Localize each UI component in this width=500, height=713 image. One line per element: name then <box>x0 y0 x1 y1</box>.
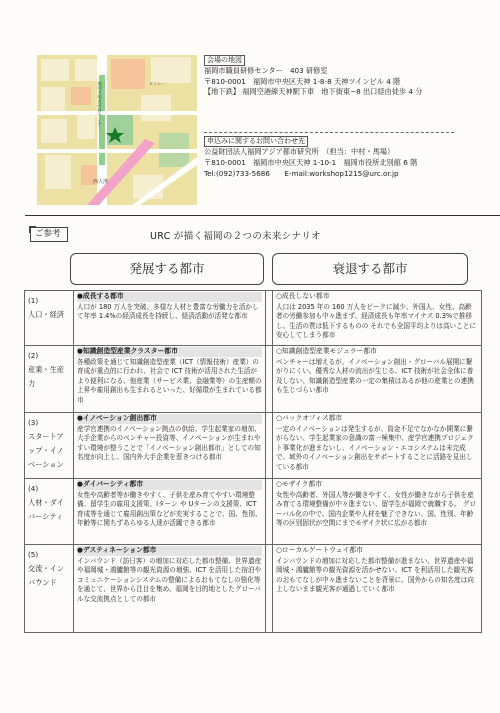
develop-title: ●デスティネーション都市 <box>77 546 262 556</box>
scenario-title: URC が描く福岡の２つの未来シナリオ <box>150 231 321 242</box>
develop-cell <box>74 479 266 545</box>
divider-dashed <box>204 132 454 133</box>
decline-text: 人口は 2035 年の 160 万人をピークに減少、外国人、女性、高齢者の労働参加も中々進まず、経済成長も年率マイナス 0.3%で推移し、生活の質は低下するものの それでも全国平均よりは高いことに安心してしまう都市 <box>276 302 476 340</box>
decline-title: ○成長しない都市 <box>276 292 330 300</box>
develop-cell <box>74 291 266 346</box>
column-gap <box>266 545 273 633</box>
decline-cell <box>273 413 482 479</box>
decline-title: ○バックオフィス都市 <box>276 414 343 422</box>
map-street-label: 西大濱 <box>93 179 109 185</box>
map-graphic <box>37 55 197 205</box>
row-category: (1) 人口・経済 <box>25 291 74 346</box>
column-gap <box>266 346 273 413</box>
decline-title: ○ローカルゲートウェイ都市 <box>276 546 363 554</box>
develop-text: 各種政策を通じて知識創造型産業（ICT（情報技術）産業）の育成が重点的に行われ、社会で ICT 技術が活用された生活がより便利になる、他産業（サービス業、金融業等）の生産額の上昇や雇用創出も生まれるといった、好循環が生まれている都市 <box>77 357 262 404</box>
contact-address: 〒810-0001 福岡市中央区天神 1-10-1 福岡市役所北別館 6 階 <box>204 157 418 167</box>
section-divider <box>25 215 500 216</box>
scenario-table <box>24 290 482 633</box>
contact-label: 申込みに関するお問い合わせ先 <box>204 136 308 147</box>
column-gap <box>266 291 273 346</box>
map-station-label: 福岡市職員研修センター <box>96 81 102 131</box>
venue-subway <box>204 87 474 98</box>
column-gap <box>266 413 273 479</box>
develop-cell <box>74 413 266 479</box>
develop-cell <box>74 545 266 633</box>
row-category: (5) 交流・インバウンド <box>25 545 74 633</box>
table-row <box>25 346 482 413</box>
decline-cell <box>273 545 482 633</box>
row-category: (4) 人材・ダイバーシティ <box>25 479 74 545</box>
row-category: (2) 産業・生産力 <box>25 346 74 413</box>
decline-title: ○知識創造型産業モジュラー都市 <box>276 347 377 355</box>
row-category: (3) スタートアップ・イノベーション <box>25 413 74 479</box>
subway-text: 福岡空港線天神駅下車 地下街東−8 出口経由徒歩 4 分 <box>242 87 423 97</box>
develop-text: 人口が 180 万人を突破、多様な人材と豊富な労働力を活かして年率 1.4%の経済成長を持続し、経済活動が活発な都市 <box>77 302 259 321</box>
table-row <box>25 479 482 545</box>
contact-info <box>204 136 489 179</box>
contact-phone-email <box>204 169 489 180</box>
develop-title: ●成長する都市 <box>77 292 262 302</box>
decline-text: インバウンドの増加に対応した都市整備が進まない、世界遺産や福岡城・鴻臚館等の観光資源を活かせない、ICT を利活用した観光客のおもてなしが中々進まないことを背景に、国外からの知名度は向上しないまま観光客が通過していく都市 <box>276 556 474 594</box>
decline-cell <box>273 346 482 413</box>
decline-title: ○モザイク都市 <box>276 480 323 488</box>
develop-text: 産学官連携のイノベーション拠点の供給、学生起業家の増加、大手企業からのベンチャー投資等、イノベーションが生まれやすい環境が整うことで「イノベーション創出都市」としての知名度が向上し、国内外大手企業を惹きつける都市 <box>77 424 261 462</box>
decline-cell <box>273 479 482 545</box>
venue-name: 福岡市職員研修センター 403 研修室 <box>204 66 328 75</box>
contact-phone: Tel:(092)733-5686 <box>204 168 270 178</box>
develop-cell <box>74 346 266 413</box>
develop-title: ●知識創造型産業クラスター都市 <box>77 347 262 357</box>
develop-title: ●イノベーション創出都市 <box>77 414 262 424</box>
contact-org: 公益財団法人福岡アジア都市研究所 （担当：中村・馬場） <box>204 147 395 156</box>
decline-text: 女性や高齢者、外国人等が働きやすく、女性が働きながら子供を産み育てる環境整備が中々進まない、留学生が福岡で就職する。 グローバル化の中で、国内企業や人材を魅了できない、国、性別、年齢等の区別固状が空間にまでモザイク状に広がる都市 <box>276 490 476 528</box>
develop-title: ●ダイバーシティ都市 <box>77 480 262 490</box>
decline-text: ベンチャーは増えるが、イノベーション創出・グローバル展開に繋がりにくい。優秀な人材の流出が生じる、ICT 技術が社会全体に普及しない、知識創造型産業の一定の集積はあるが他の産業との連携も生じづらい都市 <box>276 357 474 395</box>
develop-text: インバウンド（訪日客）の増加に対応した都市整備、世界遺産や福岡城・鴻臚館等の観光資源の増強、ICT を活用した宿泊やコミュニケーションシステムの整備によるおもてなしの強化等を通じて、世界から注目を集め、福岡を目的地としたグローバルな交流拠点としての都市 <box>77 556 262 603</box>
column-gap <box>266 479 273 545</box>
contact-email[interactable]: E-mail:workshop1215@urc.or.jp <box>284 168 399 178</box>
table-row <box>25 291 482 346</box>
subway-tag: 【地下鉄】 <box>204 87 240 97</box>
table-row <box>25 413 482 479</box>
reference-label: ご参考 <box>30 227 68 242</box>
map-label: 会場の地図 <box>204 55 245 66</box>
venue-address: 〒810-0001 福岡市中央区天神 1-8-8 天神ツインビル 4 階 <box>204 76 401 86</box>
develop-text: 女性や高齢者等が働きやすく、子供を産み育てやすい環境整備、留学生の雇用支援策、Iターン や Uターンの支援策、ICT 育成等を通じて雇用創出策などが充実することで、国、性別、年齢等に関ちずあらゆる人達が活躍できる都市 <box>77 490 262 528</box>
venue-info <box>204 55 474 98</box>
map-shop-label: ダイエー <box>149 81 165 86</box>
column-header-decline: 衰退する都市 <box>272 253 468 285</box>
decline-text: 一定のイノベーションは発生するが、資金不足でなかなか開業に繋がらない、学生起業家の意識の富一極集中、産学官連携プロジェクト事業化が進まないし、イノベーション・エコシステムは未完成で、域外のイノベーション創出をサポートすることに活路を見出している都市 <box>276 424 474 471</box>
column-header-develop: 発展する都市 <box>70 253 264 285</box>
decline-cell <box>273 291 482 346</box>
venue-map <box>37 55 197 205</box>
table-row <box>25 545 482 633</box>
